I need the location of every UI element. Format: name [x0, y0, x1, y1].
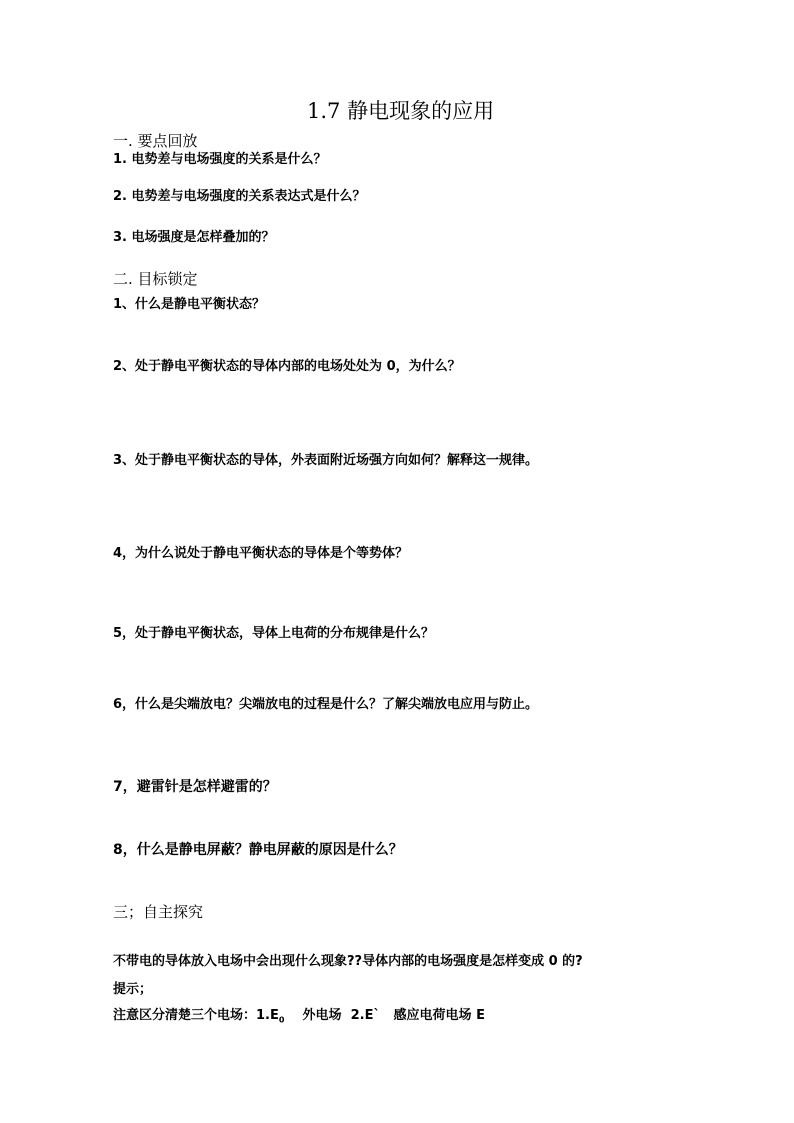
section2-item-2: 2、处于静电平衡状态的导体内部的电场处处为 0，为什么？ — [113, 359, 461, 374]
section3-heading: 三；自主探究 — [113, 903, 204, 921]
section2-item-4: 4，为什么说处于静电平衡状态的导体是个等势体？ — [113, 546, 409, 561]
section2-item-8: 8，什么是静电屏蔽？静电屏蔽的原因是什么？ — [113, 842, 403, 858]
section3-note — [113, 1008, 485, 1025]
section3-question: 不带电的导体放入电场中会出现什么现象??导体内部的电场强度是怎样变成 0 的? — [113, 954, 583, 969]
page-title: 1.7 静电现象的应用 — [307, 99, 495, 123]
note-subscript: 0 — [278, 1015, 285, 1025]
section2-item-1: 1、什么是静电平衡状态？ — [113, 297, 266, 312]
section2-item-7: 7，避雷针是怎样避雷的？ — [113, 779, 277, 795]
section2-item-6: 6，什么是尖端放电？尖端放电的过程是什么？了解尖端放电应用与防止。 — [113, 697, 539, 712]
note-prefix: 注意区分清楚三个电场：1.E — [113, 1008, 279, 1023]
section3-hint-label: 提示； — [113, 982, 153, 997]
section2-item-5: 5，处于静电平衡状态，导体上电荷的分布规律是什么？ — [113, 626, 435, 641]
section2-heading: 二. 目标锁定 — [113, 270, 198, 288]
section1-item-2: 2. 电势差与电场强度的关系表达式是什么？ — [113, 189, 366, 204]
section2-item-3: 3、处于静电平衡状态的导体，外表面附近场强方向如何？解释这一规律。 — [113, 453, 539, 468]
section1-heading: 一. 要点回放 — [113, 132, 198, 150]
section1-item-3: 3. 电场强度是怎样叠加的？ — [113, 230, 275, 245]
section1-item-1: 1. 电势差与电场强度的关系是什么？ — [113, 152, 327, 167]
note-part2: 外电场 2.E` 感应电荷电场 E — [284, 1008, 485, 1023]
